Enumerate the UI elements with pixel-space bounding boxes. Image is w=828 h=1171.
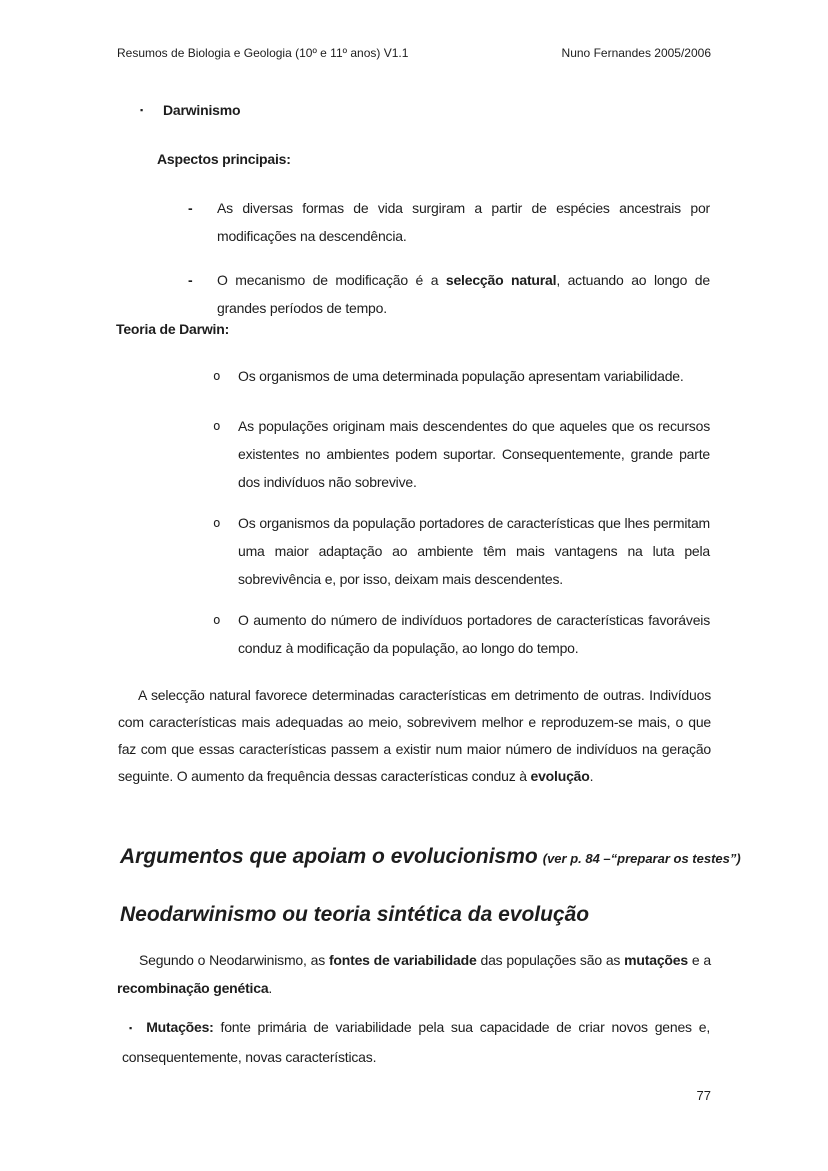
list-item — [213, 362, 710, 390]
list-item — [188, 194, 710, 250]
theory-heading: Teoria de Darwin: — [116, 321, 230, 337]
header-document-title: Resumos de Biologia e Geologia (10º e 11º anos) V1.1 — [117, 46, 409, 60]
section-heading-arguments-note: (ver p. 84 –“preparar os testes”) — [542, 851, 741, 866]
bullet-square-icon: ▪ — [129, 1023, 136, 1033]
neodarwinism-paragraph: Segundo o Neodarwinismo, as fontes de variabilidade das populações são as mutações e a recombinação genética. — [117, 952, 711, 996]
darwinismo-title: Darwinismo — [163, 102, 241, 118]
section-heading-neodarwinism: Neodarwinismo ou teoria sintética da evolução — [120, 903, 590, 926]
bullet-square-icon: ▪ — [140, 105, 143, 115]
bullet-circle-icon: o — [213, 418, 221, 433]
bullet-circle-icon: o — [213, 515, 221, 530]
list-item — [213, 509, 710, 593]
dash-item-text: As diversas formas de vida surgiram a partir de espécies ancestrais por modificações na descendência. — [217, 200, 710, 244]
section-heading-arguments — [120, 844, 741, 872]
bullet-circle-icon: o — [213, 368, 221, 383]
bullet-dash-icon: - — [188, 272, 193, 288]
theory-item-text: As populações originam mais descendentes do que aqueles que os recursos existentes no ambientes podem suportar. Consequentemente, grande parte dos indivíduos não sobrevive. — [238, 418, 710, 490]
bullet-circle-icon: o — [213, 612, 221, 627]
theory-item-text: Os organismos da população portadores de características que lhes permitam uma maior adaptação ao ambiente têm mais vantagens na luta pela sobrevivência e, por isso, deixam mais descendentes. — [238, 515, 710, 587]
theory-item-text: O aumento do número de indivíduos portadores de características favoráveis conduz à modificação da população, ao longo do tempo. — [238, 612, 710, 656]
aspects-heading: Aspectos principais: — [157, 151, 291, 167]
dash-item-text: O mecanismo de modificação é a selecção natural, actuando ao longo de grandes períodos de tempo. — [217, 272, 710, 316]
section-heading-arguments-text: Argumentos que apoiam o evolucionismo — [120, 845, 538, 868]
header-author: Nuno Fernandes 2005/2006 — [561, 46, 711, 60]
bullet-dash-icon: - — [188, 200, 193, 216]
mutations-item-text: Mutações: fonte primária de variabilidade pela sua capacidade de criar novos genes e, consequentemente, novas características. — [122, 1019, 711, 1065]
selection-paragraph: A selecção natural favorece determinadas características em detrimento de outras. Indivíduos com características mais adequadas ao meio, sobrevivem melhor e reproduzem-se mais, o que faz com que essas características passem a existir num maior número de indivíduos na geração seguinte. O aumento da frequência dessas características conduz à evolução. — [118, 687, 711, 784]
list-item — [188, 266, 710, 322]
list-item-darwinismo — [140, 96, 710, 124]
list-item — [213, 606, 710, 662]
list-item — [213, 412, 710, 496]
list-item-mutations — [122, 1013, 710, 1071]
theory-item-text: Os organismos de uma determinada população apresentam variabilidade. — [238, 368, 684, 384]
page-number: 77 — [696, 1088, 711, 1103]
